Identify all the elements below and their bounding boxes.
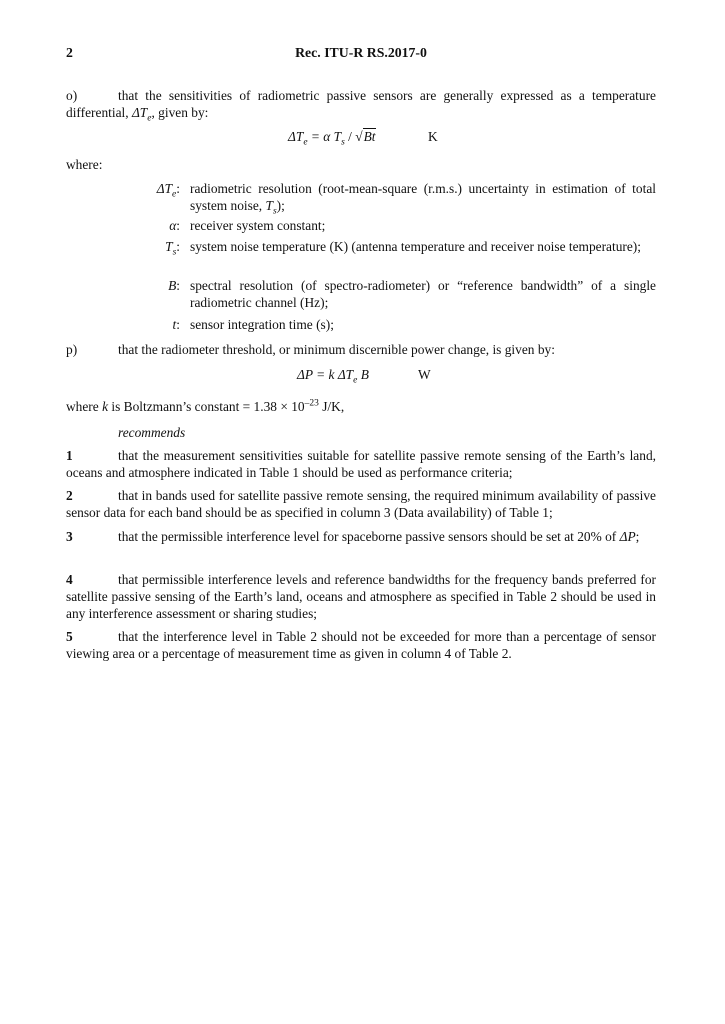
recommends-label: recommends [118,425,186,440]
term-subscript: s [172,247,177,258]
formula-rhs: = α T [307,129,342,144]
note-exponent: –23 [304,398,319,409]
sqrt-radicand [363,128,377,144]
formula-power-change [66,366,656,386]
term-symbol: ΔT [156,181,173,196]
formula-expression [297,366,369,386]
item-symbol: ΔP [619,529,636,544]
item-text: that the permissible interference level for spaceborne passive sensors should be set at 20% of [118,529,620,544]
formula-lhs: ΔP [297,367,313,382]
definition-term [66,180,180,200]
term-colon: : [176,239,180,254]
paragraph-text-tail: , given by: [151,105,209,120]
item-number: 2 [66,488,73,503]
definition-description [190,180,656,217]
formula-subscript: e [353,375,358,386]
item-number: 1 [66,448,73,463]
formula-tail: B [357,367,369,382]
term-subscript: e [172,189,177,200]
recommends-item [66,528,656,545]
formula-lhs: ΔT [288,129,304,144]
where-label: where: [66,157,103,172]
note-symbol: k [102,399,109,414]
definition-term [66,238,180,258]
item-text: that in bands used for satellite passive remote sensing, the required minimum availability of passive sensor data for each band should be as specified in column 3 (Data availability) of Table 1; [66,488,656,520]
term-colon: : [176,317,180,332]
page-number: 2 [66,45,73,60]
radicand-text: Bt [363,129,376,144]
paragraph-text: that the sensitivities of radiometric passive sensors are generally expressed as a temperature differential, [66,88,656,120]
math-symbol: ΔT [131,105,148,120]
item-text: that permissible interference levels and reference bandwidths for the frequency bands preferred for satellite passive sensing of the Earth’s land, oceans and atmosphere as specified in Table 2 should be used in any interference assessment or sharing studies; [66,572,656,621]
term-symbol: B [168,278,177,293]
term-colon: : [176,218,180,233]
recommends-item [66,447,656,481]
definition-description: spectral resolution (of spectro-radiometer) or “reference bandwidth” of a single radiometric channel (Hz); [190,278,656,310]
item-text: that the interference level in Table 2 should not be exceeded for more than a percentage of sensor viewing area or a percentage of measurement time as given in column 4 of Table 2. [66,629,656,661]
item-number: 4 [66,572,73,587]
paragraph-label: p) [66,342,78,357]
note-text-mid: is Boltzmann’s constant = 1.38 × 10 [108,399,305,414]
boltzmann-note [66,398,656,415]
recommends-heading [66,424,656,441]
definition-description: receiver system constant; [190,218,326,233]
definition-description: sensor integration time (s); [190,317,334,332]
paragraph-text: that the radiometer threshold, or minimum discernible power change, is given by: [118,342,555,357]
formula-unit: W [418,367,431,382]
sqrt-sign: √ [355,129,363,144]
term-colon: : [176,181,180,196]
definition-term [66,277,180,294]
desc-text: radiometric resolution (root-mean-square (r.m.s.) uncertainty in estimation of total system noise, [190,181,656,213]
recommends-item [66,487,656,521]
recommends-item [66,628,656,662]
formula-rhs-subscript: s [341,137,345,148]
math-subscript: e [147,113,152,124]
item-number: 5 [66,629,73,644]
definition-term [66,316,180,333]
term-symbol: T [165,239,173,254]
desc-symbol: T [265,198,273,213]
formula-lhs-subscript: e [303,137,308,148]
paragraph-label: o) [66,88,78,103]
term-symbol: t [172,317,177,332]
item-number: 3 [66,529,73,544]
formula-expression [288,128,376,148]
item-tail: ; [635,529,640,544]
paragraph-p [66,341,656,358]
note-tail: J/K, [318,399,345,414]
formula-unit: K [428,129,438,144]
page-header [66,44,656,62]
definition-term [66,217,180,234]
term-colon: : [176,278,180,293]
paragraph-o [66,87,656,124]
formula-temperature-differential [66,128,656,148]
term-symbol: α [169,218,177,233]
definition-description: system noise temperature (K) (antenna temperature and receiver noise temperature); [190,239,641,254]
item-text: that the measurement sensitivities suitable for satellite passive remote sensing of the Earth’s land, oceans and atmosphere indicated in Table 1 should be used as performance criteria; [66,448,656,480]
recommends-item [66,571,656,622]
formula-divide: / [344,129,356,144]
formula-rhs: = k ΔT [312,367,354,382]
note-text: where [66,399,103,414]
desc-subscript: s [272,206,277,217]
document-title: Rec. ITU-R RS.2017-0 [295,45,427,60]
desc-tail: ); [276,198,285,213]
